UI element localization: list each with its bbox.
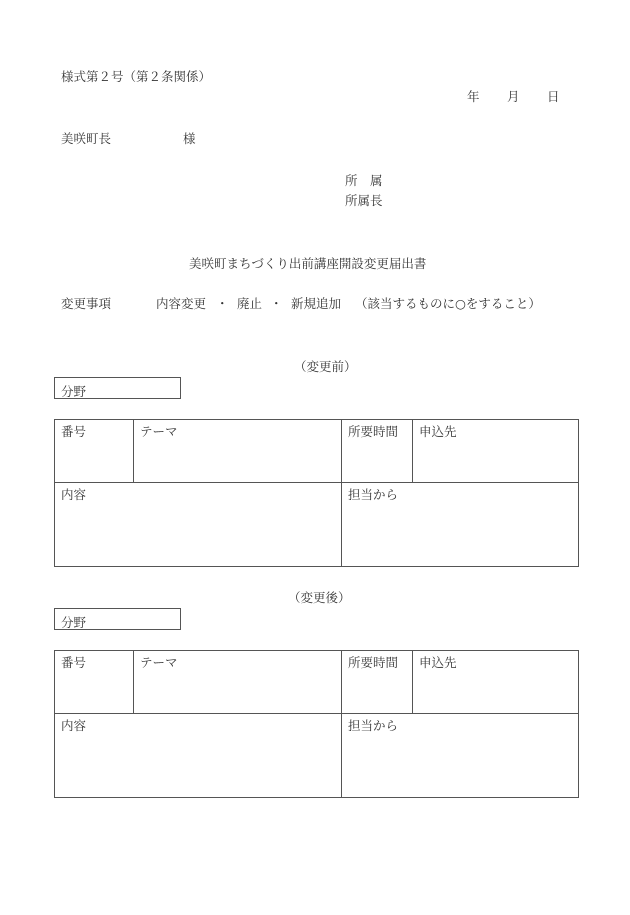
field-box[interactable] [54, 377, 181, 399]
date-day: 日 [547, 89, 560, 104]
apply-to-label: 申込先 [419, 655, 457, 670]
form-number: 様式第２号（第２条関係） [61, 69, 212, 84]
duration-cell[interactable] [342, 420, 413, 483]
option-content-change[interactable]: 内容変更 [156, 296, 207, 311]
theme-label: テーマ [140, 655, 178, 670]
content-cell[interactable] [55, 483, 342, 567]
number-cell[interactable] [55, 651, 134, 714]
apply-to-label: 申込先 [419, 424, 457, 439]
apply-to-cell[interactable] [413, 651, 579, 714]
option-new-addition[interactable]: 新規追加 [291, 296, 342, 311]
addressee-name: 美咲町長 [61, 131, 112, 146]
section-heading: （変更後） [288, 590, 351, 605]
duration-label: 所要時間 [348, 424, 399, 439]
content-cell[interactable] [55, 714, 342, 798]
duration-label: 所要時間 [348, 655, 399, 670]
content-label: 内容 [61, 487, 87, 502]
sender-head: 所属長 [345, 193, 383, 208]
field-box[interactable] [54, 608, 181, 630]
from-staff-cell[interactable] [342, 714, 579, 798]
field-label: 分野 [61, 384, 87, 399]
from-staff-label: 担当から [348, 718, 399, 733]
lecture-table [54, 650, 579, 798]
change-item-label: 変更事項 [61, 296, 112, 311]
theme-cell[interactable] [134, 651, 342, 714]
change-item-note: （該当するものに○をすること） [355, 296, 541, 311]
content-label: 内容 [61, 718, 87, 733]
separator: ・ [270, 296, 283, 311]
addressee-honorific: 様 [183, 131, 196, 146]
from-staff-cell[interactable] [342, 483, 579, 567]
number-label: 番号 [61, 655, 87, 670]
separator: ・ [216, 296, 229, 311]
lecture-table [54, 419, 579, 567]
sender-affiliation: 所 属 [345, 173, 383, 188]
section-heading: （変更前） [294, 359, 357, 374]
number-label: 番号 [61, 424, 87, 439]
field-label: 分野 [61, 615, 87, 630]
from-staff-label: 担当から [348, 487, 399, 502]
document-title: 美咲町まちづくり出前講座開設変更届出書 [189, 256, 427, 271]
date-year: 年 [467, 89, 480, 104]
option-abolish[interactable]: 廃止 [237, 296, 263, 311]
date-month: 月 [507, 89, 520, 104]
duration-cell[interactable] [342, 651, 413, 714]
number-cell[interactable] [55, 420, 134, 483]
apply-to-cell[interactable] [413, 420, 579, 483]
theme-label: テーマ [140, 424, 178, 439]
theme-cell[interactable] [134, 420, 342, 483]
